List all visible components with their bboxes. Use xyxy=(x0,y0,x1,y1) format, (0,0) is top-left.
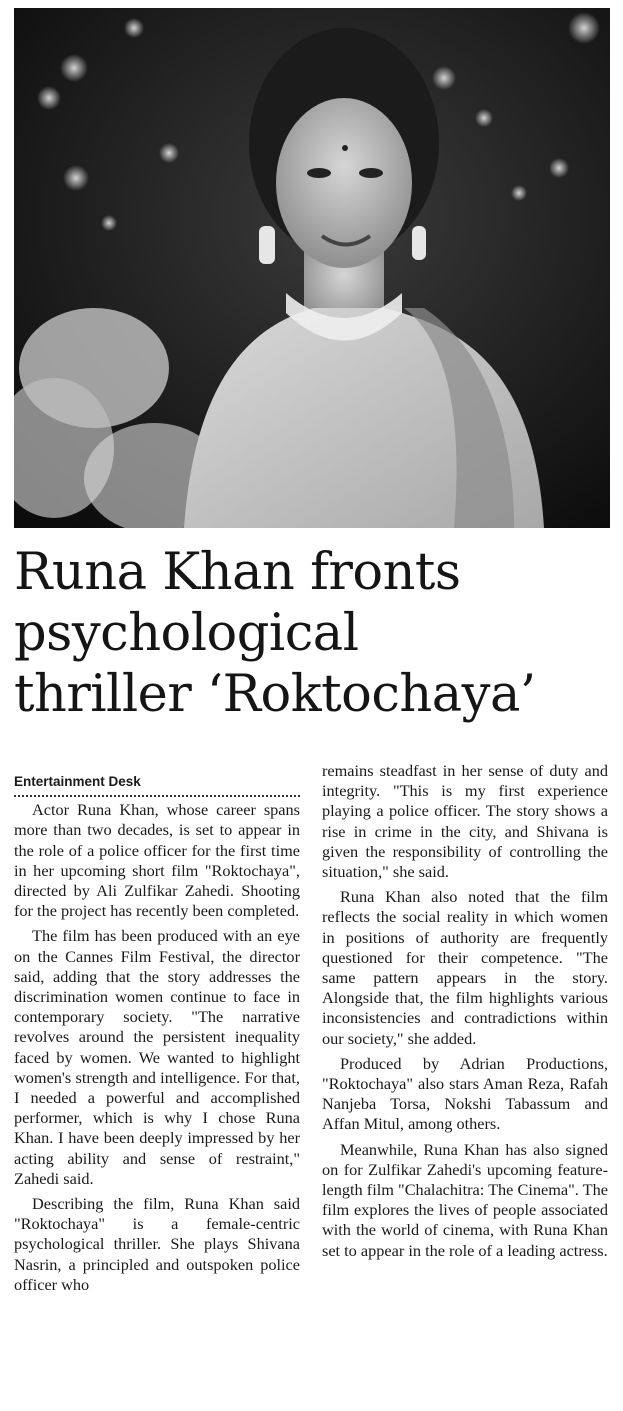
paragraph: Meanwhile, Runa Khan has also signed on for Zulfikar Zahedi's upcoming feature-length film "Chalachitra: The Cinema". The film explores the lives of people associated with the world of cinema, with Runa Khan set to appear in the role of a leading actress. xyxy=(322,1139,608,1260)
headline-line-1: Runa Khan fronts xyxy=(14,543,461,602)
paragraph: Runa Khan also noted that the film reflects the social reality in which women in positions of authority are frequently questioned for their competence. "The same pattern appears in the story. Alongside that, the film highlights various inconsistencies and contradictions within our society," she added. xyxy=(322,887,608,1048)
headline xyxy=(14,542,614,725)
paragraph: Produced by Adrian Productions, "Roktochaya" also stars Aman Reza, Rafah Nanjeba Torsa, Nokshi Tabassum and Affan Mitul, among others. xyxy=(322,1053,608,1134)
headline-line-3: thriller ‘Roktochaya’ xyxy=(14,665,536,724)
paragraph: The film has been produced with an eye on the Cannes Film Festival, the director said, adding that the story addresses the discrimination women continue to face in contemporary society. "The narrative revolves around the persistent inequality faced by women. We wanted to highlight women's strength and intelligence. For that, I needed a powerful and accomplished performer, which is why I chose Runa Khan. I have been deeply impressed by her acting ability and sense of restraint," Zahedi said. xyxy=(14,926,300,1188)
portrait-photo xyxy=(14,8,610,528)
article-column-left xyxy=(14,772,300,1300)
paragraph: Actor Runa Khan, whose career spans more than two decades, is set to appear in the role of a police officer for the first time in her upcoming short film "Roktochaya", directed by Ali Zulfikar Zahedi. Shooting for the project has recently been completed. xyxy=(14,800,300,921)
article-column-right xyxy=(322,761,608,1266)
headline-line-2: psychological xyxy=(14,604,359,663)
byline: Entertainment Desk xyxy=(14,772,300,797)
paragraph: Describing the film, Runa Khan said "Roktochaya" is a female-centric psychological thriller. She plays Shivana Nasrin, a principled and outspoken police officer who xyxy=(14,1194,300,1294)
paragraph: remains steadfast in her sense of duty and integrity. "This is my first experience playing a police officer. The story shows a rise in crime in the city, and Shivana is given the responsibility of controlling the situation," she said. xyxy=(322,761,608,882)
